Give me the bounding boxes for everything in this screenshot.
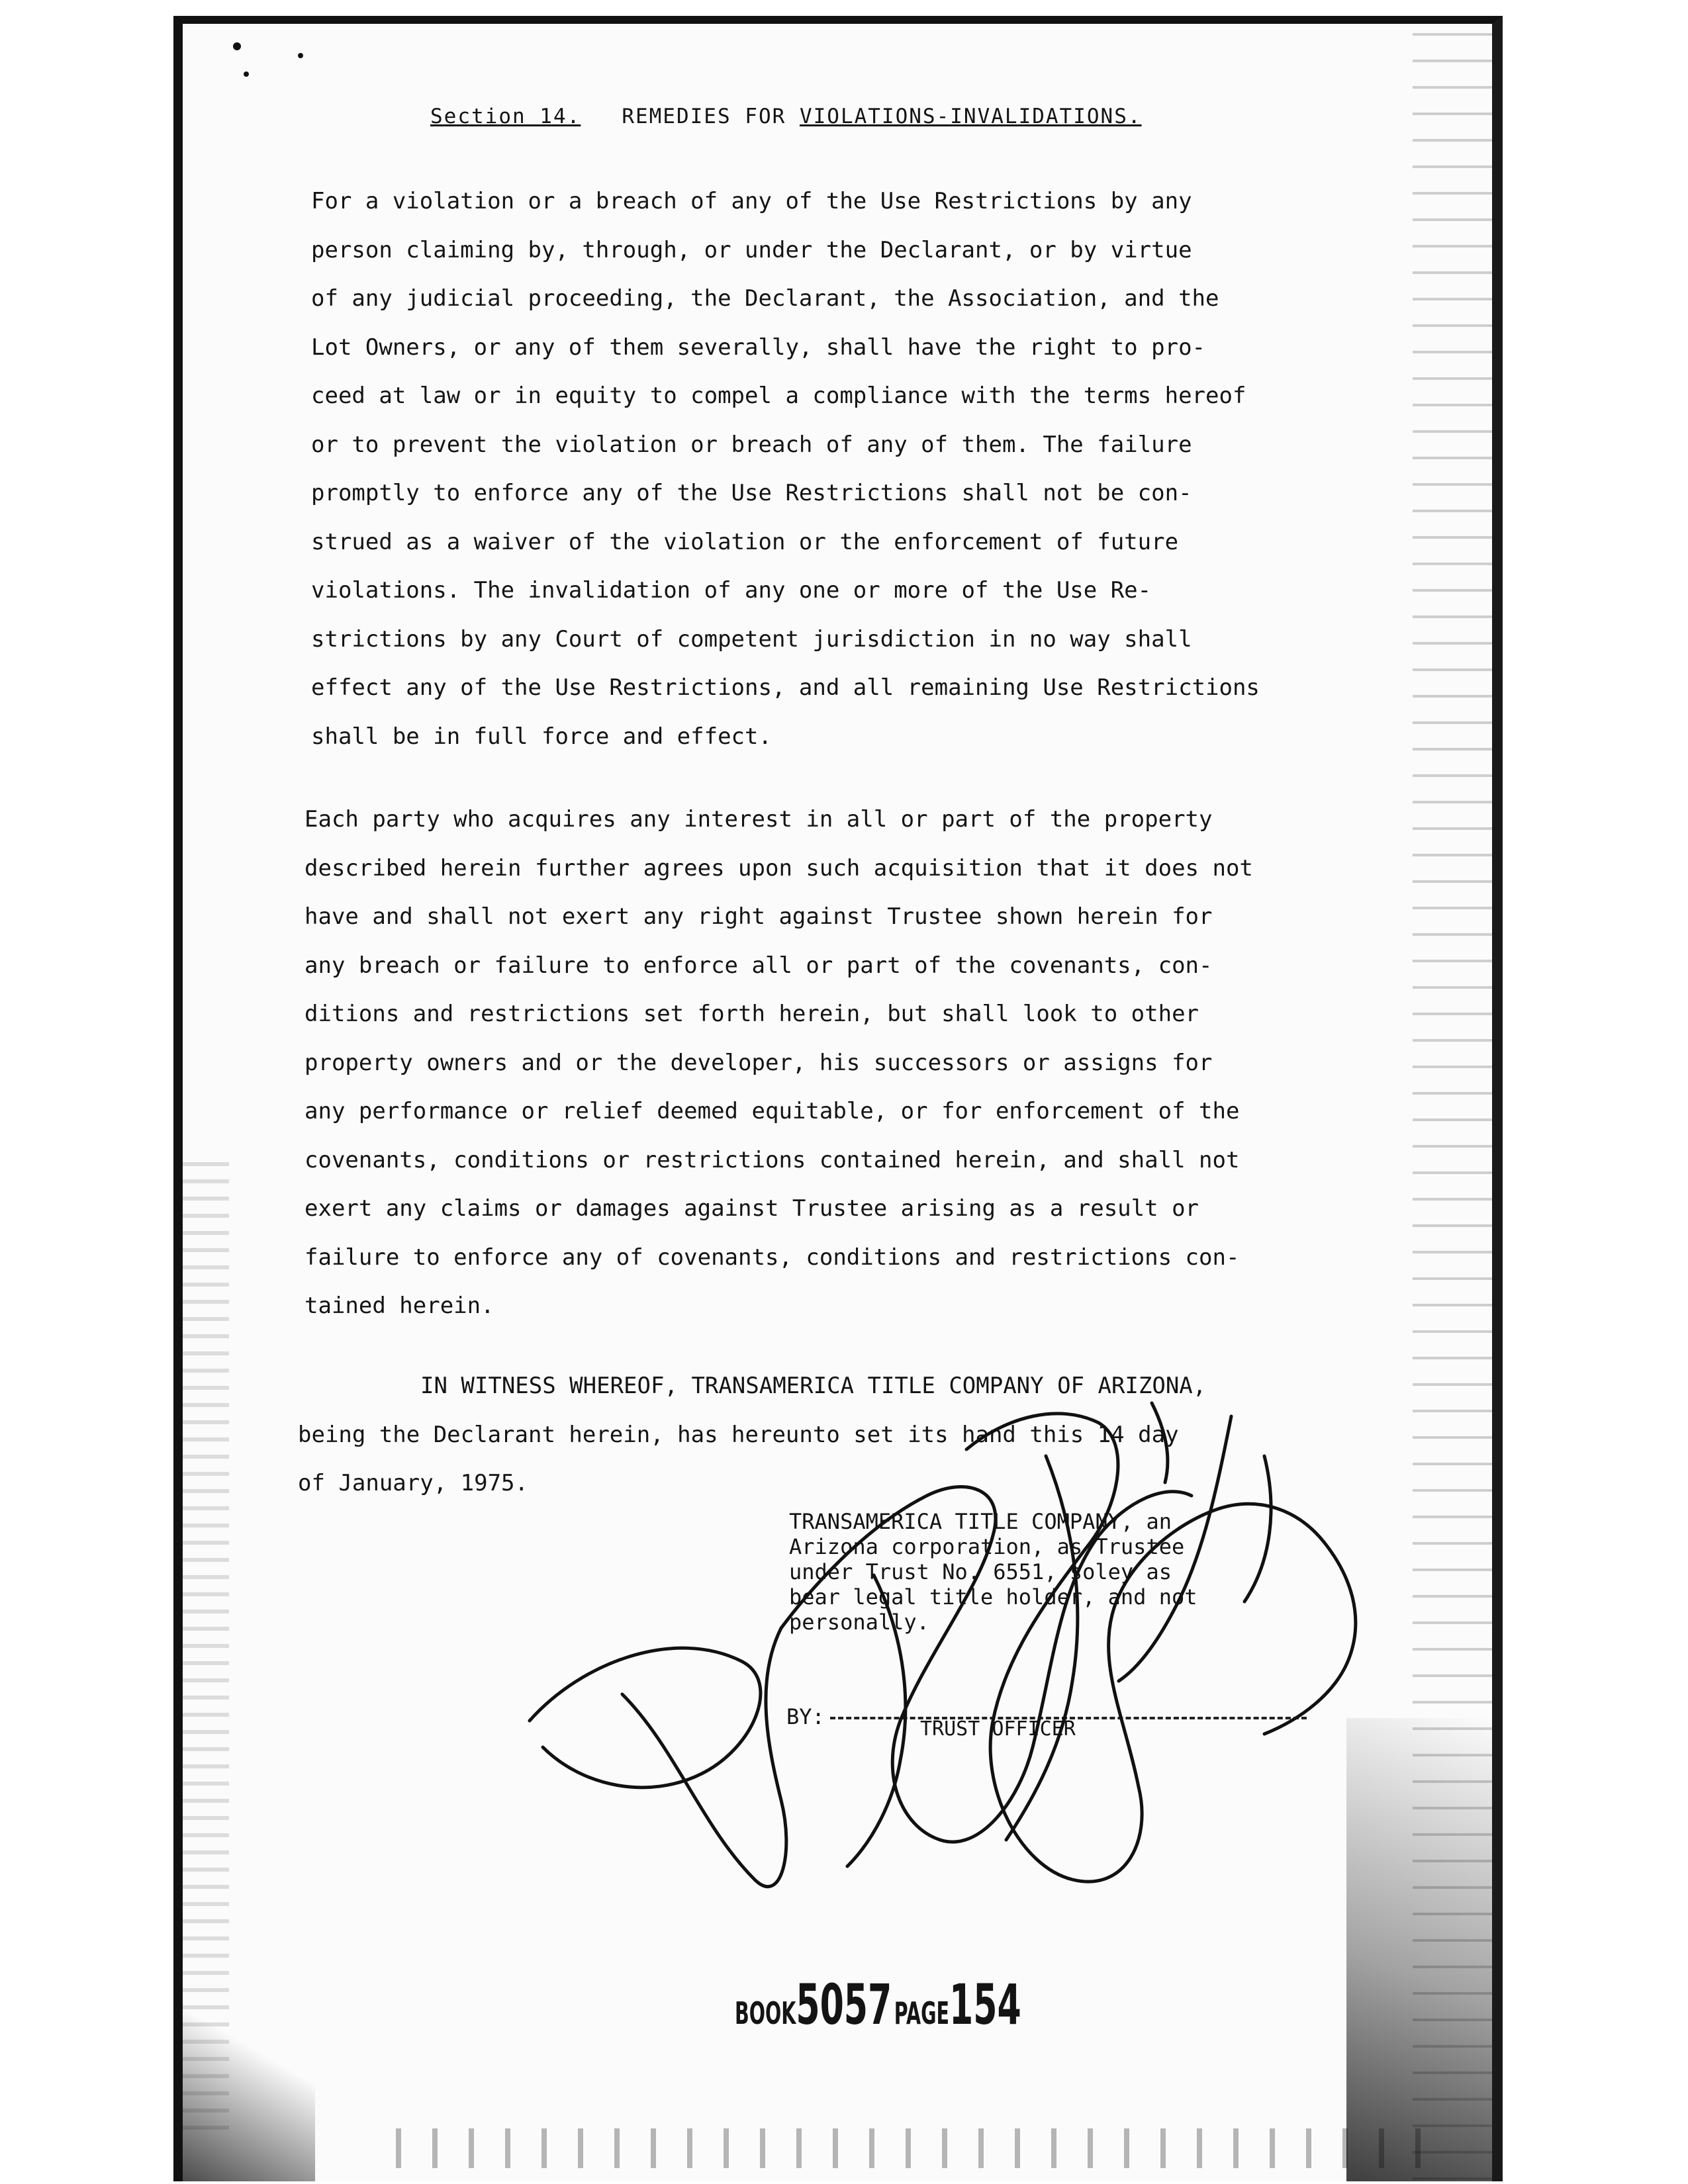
text-line: ditions and restrictions set forth herein, but shall look to other	[305, 1001, 1199, 1027]
signer-line: TRANSAMERICA TITLE COMPANY, an	[789, 1509, 1172, 1534]
page-number: 154	[949, 1972, 1021, 2037]
text-line: being the Declarant herein, has hereunto set its hand this 14 day	[298, 1421, 1179, 1448]
text-line: violations. The invalidation of any one or more of the Use Re-	[311, 577, 1152, 604]
signer-line: under Trust No. 6551, soley as	[789, 1559, 1172, 1584]
paragraph-remedies	[311, 177, 1383, 761]
book-page-stamp	[735, 1972, 1021, 2037]
text-line: property owners and or the developer, his successors or assigns for	[305, 1049, 1213, 1076]
text-line: of any judicial proceeding, the Declarant, the Association, and the	[311, 285, 1219, 312]
book-label: BOOK	[735, 1995, 796, 2031]
paragraph-trustee	[305, 796, 1377, 1331]
text-line: ceed at law or in equity to compel a compliance with the terms hereof	[311, 383, 1246, 409]
section-title-part1: REMEDIES FOR	[622, 105, 800, 128]
text-line: For a violation or a breach of any of the Use Restrictions by any	[311, 188, 1192, 214]
signer-line: personally.	[789, 1610, 929, 1635]
punch-hole-mark	[233, 42, 241, 50]
punch-hole-mark	[244, 71, 249, 77]
scan-shadow-corner-left	[183, 2009, 315, 2181]
text-line: Lot Owners, or any of them severally, shall have the right to pro-	[311, 334, 1206, 361]
scan-noise-left	[183, 1149, 229, 2142]
text-line: or to prevent the violation or breach of any of them. The failure	[311, 431, 1192, 458]
text-line: Each party who acquires any interest in all or part of the property	[305, 806, 1213, 833]
text-line: any breach or failure to enforce all or part of the covenants, con-	[305, 952, 1213, 979]
text-line: failure to enforce any of covenants, conditions and restrictions con-	[305, 1244, 1240, 1271]
section-heading	[430, 105, 1142, 128]
text-line: tained herein.	[305, 1293, 494, 1319]
text-line: exert any claims or damages against Trustee arising as a result or	[305, 1195, 1199, 1222]
page-label: PAGE	[894, 1995, 949, 2031]
text-line: have and shall not exert any right against Trustee shown herein for	[305, 903, 1213, 930]
text-line: covenants, conditions or restrictions contained herein, and shall not	[305, 1146, 1240, 1173]
text-line: described herein further agrees upon such acquisition that it does not	[305, 854, 1253, 882]
punch-hole-mark	[298, 53, 303, 58]
text-line: IN WITNESS WHEREOF, TRANSAMERICA TITLE COMPANY OF ARIZONA,	[420, 1373, 1207, 1399]
section-number: Section 14.	[430, 105, 581, 128]
text-line: shall be in full force and effect.	[311, 723, 772, 750]
book-number: 5057	[796, 1972, 892, 2037]
section-title-part2: VIOLATIONS-INVALIDATIONS.	[799, 105, 1142, 128]
scan-noise-bottom	[381, 2128, 1440, 2168]
text-line: effect any of the Use Restrictions, and all remaining Use Restrictions	[311, 674, 1260, 701]
text-line: person claiming by, through, or under the Declarant, or by virtue	[311, 236, 1192, 263]
text-line: of January, 1975.	[298, 1470, 528, 1496]
handwritten-signature	[503, 1377, 1430, 1919]
by-label: BY:	[786, 1704, 825, 1729]
text-line: strictions by any Court of competent jurisdiction in no way shall	[311, 625, 1192, 653]
signer-line: bear legal title holder, and not	[789, 1584, 1197, 1610]
signer-line: Arizona corporation, as Trustee	[789, 1534, 1185, 1559]
officer-title: TRUST OFFICER	[920, 1717, 1076, 1741]
text-line: strued as a waiver of the violation or the enforcement of future	[311, 528, 1179, 555]
text-line: promptly to enforce any of the Use Restrictions shall not be con-	[311, 480, 1192, 506]
text-line: any performance or relief deemed equitable, or for enforcement of the	[305, 1098, 1240, 1124]
